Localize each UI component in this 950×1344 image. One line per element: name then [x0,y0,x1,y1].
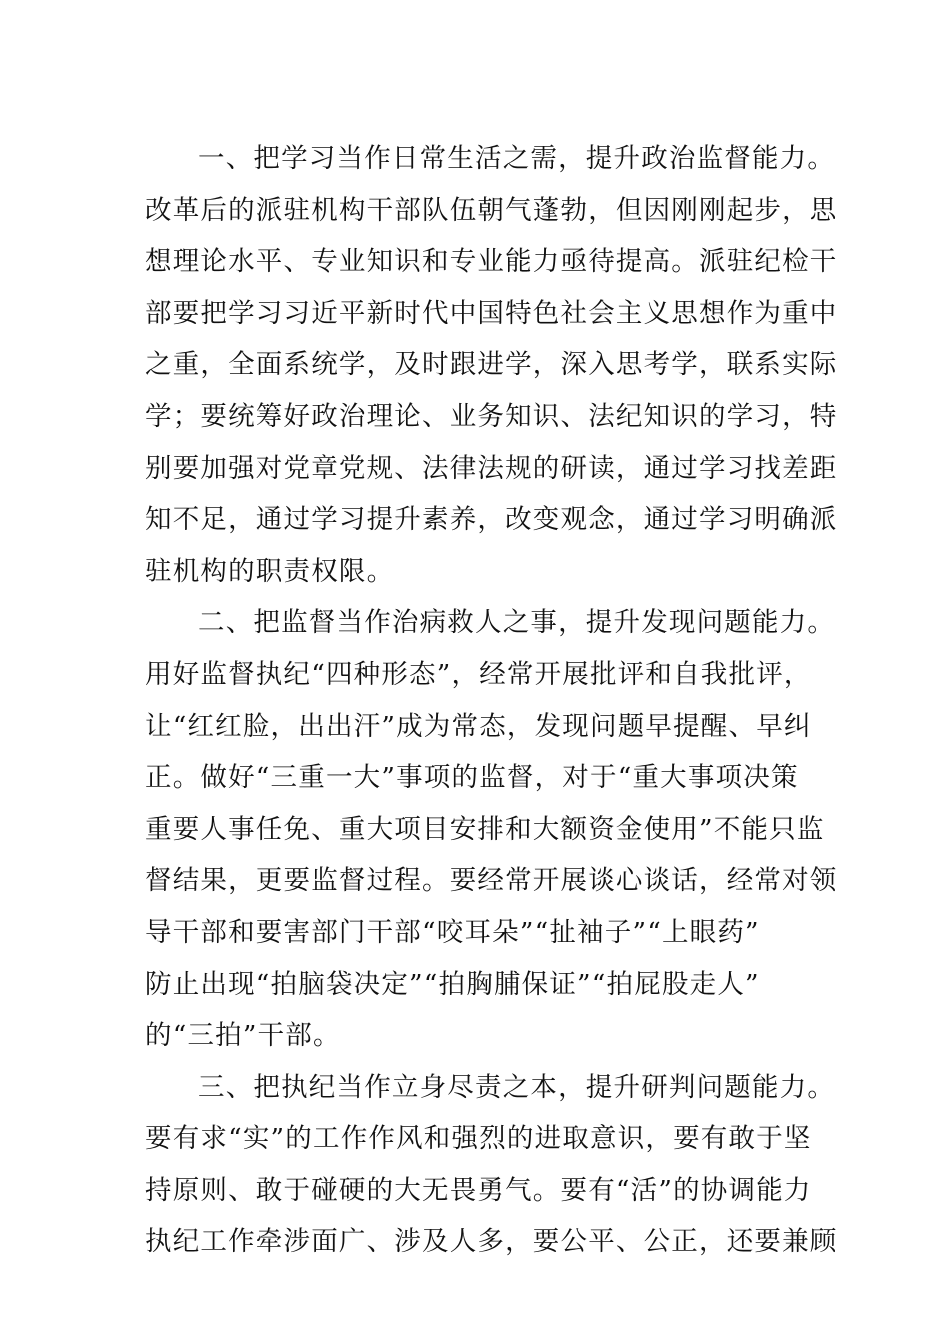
paragraph-line: 的“三拍”干部。 [145,1020,341,1052]
paragraph-line: 要有求“实”的工作作风和强烈的进取意识，要有敢于坚 [145,1123,812,1155]
paragraph-line: 改革后的派驻机构干部队伍朝气蓬勃，但因刚刚起步，思 [145,194,838,226]
paragraph-2 [145,597,838,1061]
paragraph-line: 想理论水平、专业知识和专业能力亟待提高。派驻纪检干 [145,246,838,278]
paragraph-line: 驻机构的职责权限。 [145,555,395,587]
paragraph-line: 三、把执纪当作立身尽责之本，提升研判问题能力。 [198,1071,836,1103]
paragraph-line: 知不足，通过学习提升素养，改变观念，通过学习明确派 [145,504,838,536]
paragraph-1 [145,133,838,597]
paragraph-line: 二、把监督当作治病救人之事，提升发现问题能力。 [198,607,836,639]
paragraph-line: 执纪工作牵涉面广、涉及人多，要公平、公正，还要兼顾 [145,1226,838,1258]
paragraph-3 [145,1062,838,1268]
paragraph-line: 督结果，更要监督过程。要经常开展谈心谈话，经常对领 [145,865,838,897]
paragraph-line: 正。做好“三重一大”事项的监督，对于“重大事项决策 [145,762,799,794]
paragraph-line: 学；要统筹好政治理论、业务知识、法纪知识的学习，特 [145,400,838,432]
paragraph-line: 导干部和要害部门干部“咬耳朵”“扯袖子”“上眼药” [145,916,760,948]
paragraph-line: 用好监督执纪“四种形态”，经常开展批评和自我批评， [145,658,812,690]
paragraph-line: 让“红红脸，出出汗”成为常态，发现问题早提醒、早纠 [145,710,812,742]
paragraph-line: 防止出现“拍脑袋决定”“拍胸脯保证”“拍屁股走人” [145,968,760,1000]
paragraph-line: 一、把学习当作日常生活之需，提升政治监督能力。 [198,143,836,174]
paragraph-line: 持原则、敢于碰硬的大无畏勇气。要有“活”的协调能力 [145,1174,812,1206]
paragraph-line: 之重，全面系统学，及时跟进学，深入思考学，联系实际 [145,349,838,381]
paragraph-line: 重要人事任免、重大项目安排和大额资金使用”不能只监 [145,813,825,845]
paragraph-line: 部要把学习习近平新时代中国特色社会主义思想作为重中 [145,297,838,329]
document-body [145,133,838,1268]
paragraph-line: 别要加强对党章党规、法律法规的研读，通过学习找差距 [145,452,838,484]
